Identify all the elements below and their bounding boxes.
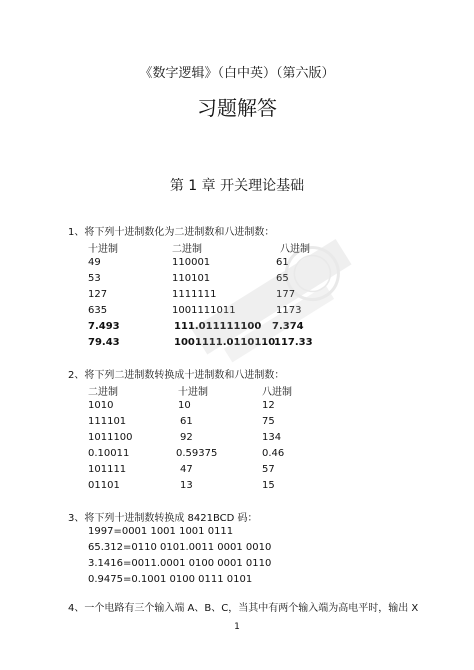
- chapter-title: 第 1 章 开关理论基础: [169, 178, 305, 194]
- q1-row6-octal: 117.33: [274, 337, 313, 348]
- q2-row5-binary: 101111: [88, 464, 127, 475]
- q2-row5-octal: 57: [262, 464, 275, 475]
- q1-row3-decimal: 127: [88, 289, 108, 300]
- q2-row2-binary: 111101: [88, 416, 127, 427]
- q3-line-3: 3.1416=0011.0001 0100 0001 0110: [88, 558, 272, 569]
- q1-row2-binary: 110101: [172, 273, 211, 284]
- q1-row2-decimal: 53: [88, 273, 101, 284]
- answers-title: 习题解答: [197, 96, 277, 120]
- question-1-text: 1、将下列十进制数化为二进制数和八进制数：: [68, 227, 275, 238]
- q1-row3-binary: 1111111: [172, 289, 217, 300]
- question-4-text: 4、一个电路有三个输入端 A、B、C，当其中有两个输入端为高电平时，输出 X: [68, 603, 419, 614]
- q2-header-octal: 八进制: [262, 387, 292, 398]
- q1-header-octal: 八进制: [280, 244, 310, 255]
- q3-line-2: 65.312=0110 0101.0011 0001 0010: [88, 542, 272, 553]
- q2-header-binary: 二进制: [88, 387, 118, 398]
- q1-header-decimal: 十进制: [88, 244, 118, 255]
- book-title: 《数字逻辑》（白中英）（第六版）: [139, 66, 335, 81]
- question-2-text: 2、将下列二进制数转换成十进制数和八进制数：: [68, 370, 285, 381]
- q1-row4-decimal: 635: [88, 305, 108, 316]
- q2-row2-decimal: 61: [180, 416, 193, 427]
- question-3-text: 3、将下列十进制数转换成 8421BCD 码：: [68, 513, 258, 524]
- q2-row1-binary: 1010: [88, 400, 114, 411]
- q1-row1-octal: 61: [276, 257, 289, 268]
- q1-row5-octal: 7.374: [272, 321, 304, 332]
- q2-row4-binary: 0.10011: [88, 448, 130, 459]
- q2-row5-decimal: 47: [180, 464, 193, 475]
- q2-row3-binary: 1011100: [88, 432, 133, 443]
- q1-row6-binary: 1001111.0110110: [174, 337, 276, 348]
- q2-header-decimal: 十进制: [178, 387, 208, 398]
- q2-row6-binary: 01101: [88, 480, 120, 491]
- q1-row4-octal: 1173: [276, 305, 302, 316]
- q1-row6-decimal: 79.43: [88, 337, 120, 348]
- q1-header-binary: 二进制: [172, 244, 202, 255]
- q1-row4-binary: 1001111011: [172, 305, 236, 316]
- q1-row5-decimal: 7.493: [88, 321, 120, 332]
- q2-row6-octal: 15: [262, 480, 275, 491]
- q1-row1-binary: 110001: [172, 257, 211, 268]
- q2-row4-octal: 0.46: [262, 448, 285, 459]
- q1-row1-decimal: 49: [88, 257, 101, 268]
- q1-row3-octal: 177: [276, 289, 296, 300]
- q1-row2-octal: 65: [276, 273, 289, 284]
- q2-row3-octal: 134: [262, 432, 282, 443]
- q2-row6-decimal: 13: [180, 480, 193, 491]
- page-number: 1: [234, 622, 240, 632]
- q3-line-1: 1997=0001 1001 1001 0111: [88, 526, 234, 537]
- q2-row1-decimal: 10: [178, 400, 191, 411]
- q2-row3-decimal: 92: [180, 432, 193, 443]
- q1-row5-binary: 111.011111100: [174, 321, 262, 332]
- q3-line-4: 0.9475=0.1001 0100 0111 0101: [88, 574, 253, 585]
- q2-row1-octal: 12: [262, 400, 275, 411]
- q2-row4-decimal: 0.59375: [176, 448, 218, 459]
- q2-row2-octal: 75: [262, 416, 275, 427]
